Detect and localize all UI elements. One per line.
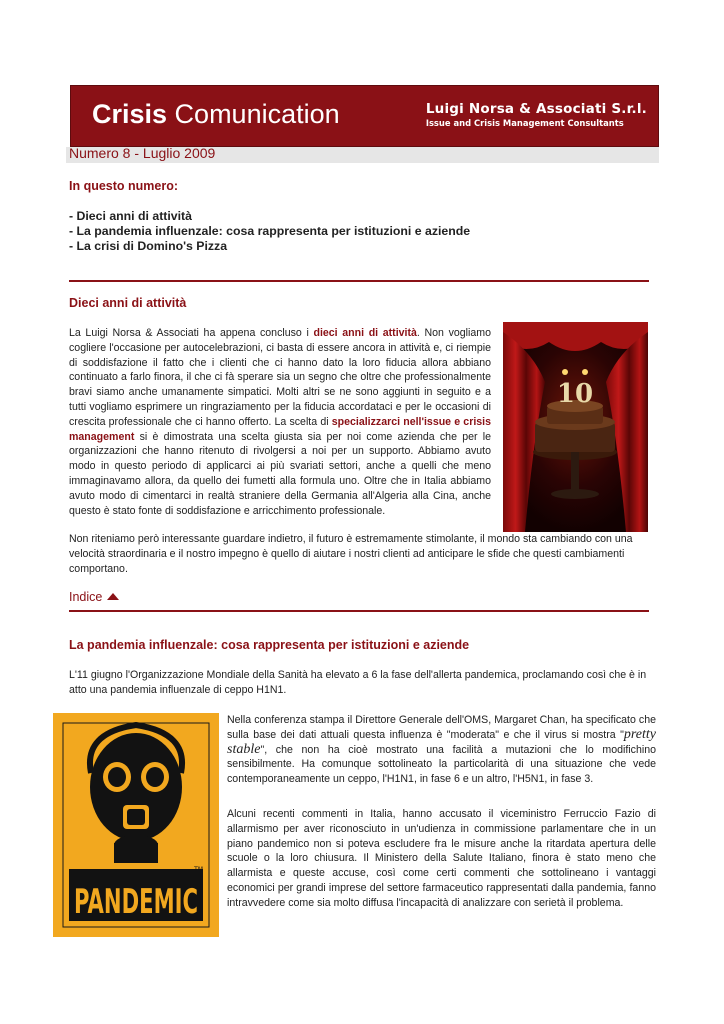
pandemic-p1-end: ", che non ha cioè mostrato una facilità a mutazioni che lo modifichino sensibilmente. Ha comunque sottolineato la particolarità di una situazione che vede contemporaneamente un ceppo, l'H1N1, in fase 6 e un altro, l'H5N1, in fase 3. [227,743,656,786]
gas-mask-illustration [53,713,219,937]
pandemic-paragraph-1 [227,713,656,787]
pandemic-p1-start: Nella conferenza stampa il Direttore Generale dell'OMS, Margaret Chan, ha specificato che sulla base dei dati attuali questa influenza è "moderata" e che il virus si mostra " [227,714,656,741]
toc-item-anniversary[interactable]: - Dieci anni di attività [69,209,192,223]
indice-link[interactable] [69,590,119,604]
title-rest: Comunication [167,99,340,129]
anniversary-paragraph [69,326,491,518]
future-paragraph: Non riteniamo però interessante guardare indietro, il futuro è estremamente stimolante, il mondo sta cambiando con una velocità straordinaria e il nostro impegno è quello di aiutare i nostri clienti ad anticipare le sfide che questi cambiamenti comportano. [69,533,633,575]
anniversary-cake-photo [503,322,648,532]
pandemic-intro: L'11 giugno l'Organizzazione Mondiale della Sanità ha elevato a 6 la fase dell'allerta pandemica, proclamando così che è in atto una pandemia influenzale di ceppo H1N1. [69,669,647,696]
section-title-pandemic: La pandemia influenzale: cosa rappresenta per istituzioni e aziende [69,638,470,652]
poster-title: PANDEMIC [74,882,198,922]
title-bold: Crisis [92,99,168,129]
up-arrow-icon [107,593,119,600]
toc-item-pandemic[interactable]: - La pandemia influenzale: cosa rappresenta per istituzioni e aziende [69,224,471,238]
company-name: Luigi Norsa & Associati S.r.l. [425,101,647,117]
section-title-anniversary: Dieci anni di attività [69,296,187,310]
issue-number: Numero 8 - Luglio 2009 [69,145,216,161]
specialization-highlight: specializzarci nell'issue e crisis management [69,415,491,443]
issue-bar [66,147,659,163]
section-divider-2 [69,610,649,612]
anniversary-highlight: dieci anni di attività [313,327,417,339]
indice-label: Indice [69,590,103,604]
company-block [426,101,647,128]
pandemic-paragraph-2: Alcuni recenti commenti in Italia, hanno accusato il viceministro Ferruccio Fazio di allarmismo per aver riconosciuto in un'udienza in commissione parlamentare che in un piano pandemico non si poteva escludere fra le misure anche la ritardata apertura delle scuole o la loro chiusura. Il Ministero della Salute Italiano, finora è stato meno che allarmista e queste accuse, così come certi commenti che sottolineano i vantaggi economici per grandi imprese del settore farmaceutico rappresentati dalla pandemia, fanno intravvedere come sia molto diffusa l'incapacità di analizzare con serietà il problema. [227,808,656,909]
cake-candle-number: 10 [556,379,594,409]
header-banner [70,85,659,147]
company-tagline: Issue and Crisis Management Consultants [425,118,624,128]
toc-heading: In questo numero: [69,179,179,193]
section-divider [69,280,649,282]
toc-item-dominos[interactable]: - La crisi di Domino's Pizza [69,239,228,253]
newsletter-title [92,99,340,130]
anniversary-text-end: si è dimostrata una scelta giusta sia per noi come azienda che per le organizzazioni che hanno ritenuto di rivolgersi a noi per un supporto. Abbiamo avuto modo in questo periodo di applicarci ai più svariati settori, anche a quelli che meno immaginavamo allora, da quello dei fumetti alla formula uno. Oltre che in Italia abbiamo avuto modo di cimentarci in realtà straniere della Germania all'Algeria alla Cina, anche questo è stato fonte di soddisfazione e arricchimento professionale. [69,430,491,517]
anniversary-text-mid: . Non vogliamo cogliere l'occasione per autocelebrazioni, ci basta di essere ancora in attività e, ci riempie di soddisfazione il fatto che i clienti che ci hanno dato la loro fiducia allora abbiano continuato a farlo finora, il che ci fà sperare sia un segno che oltre che professionalmente bravi siamo anche umanamente simpatici. Molti altri se ne sono aggiunti in seguito e a tutti vogliamo esprimere un ringraziamento per la fiducia accordataci e per le occasioni di crescita professionale che ci hanno offerto. La scelta di [69,327,491,428]
toc-list [69,209,470,254]
pandemic-poster [53,713,219,937]
pretty-stable-quote: pretty stable [227,726,656,757]
cake-illustration [503,322,648,532]
anniversary-text-start: La Luigi Norsa & Associati ha appena concluso i [69,327,314,339]
poster-trademark: TM [194,866,203,873]
